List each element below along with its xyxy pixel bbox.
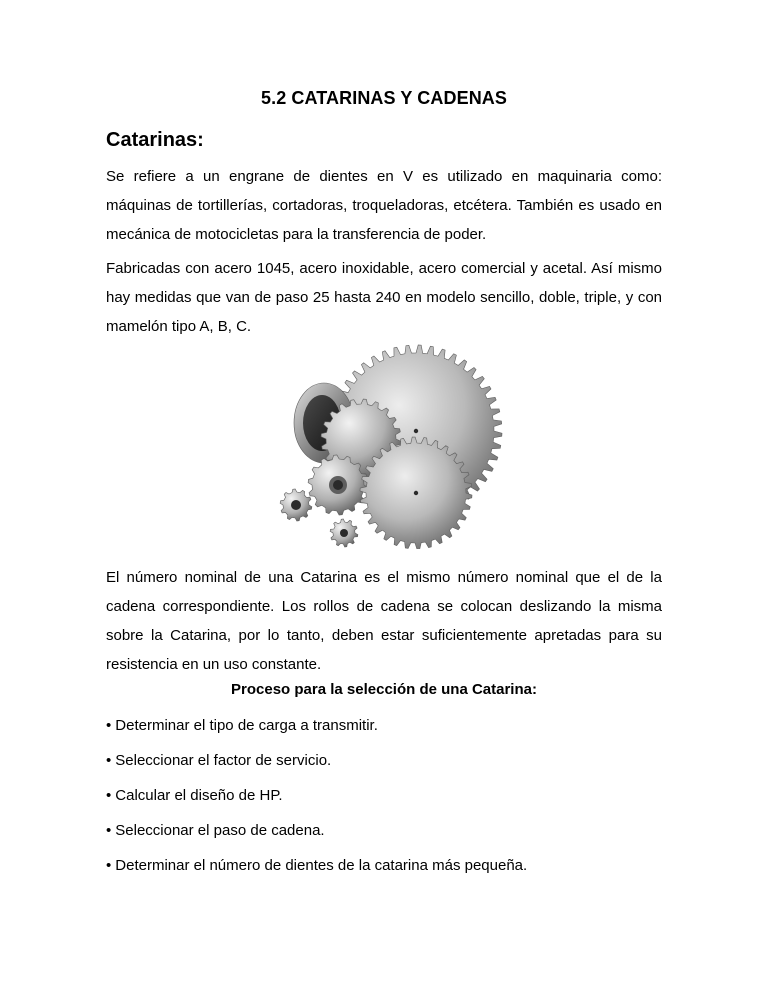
paragraph-nominal-number: El número nominal de una Catarina es el mismo número nominal que el de la cadena correspondiente. Los rollos de cadena se colocan deslizando la misma sobre la Catarina, por lo tanto, deben estar suficientemente apretadas para su resistencia en un uso constante. [106, 569, 662, 673]
bullet-icon: • [106, 752, 112, 769]
page-title: 5.2 CATARINAS Y CADENAS [260, 88, 507, 108]
list-item [106, 714, 662, 749]
list-item-text: Determinar el tipo de carga a transmitir. [115, 717, 378, 734]
large-sprocket-bore [414, 429, 418, 433]
bullet-icon: • [106, 822, 112, 839]
mini-sprocket-bore [340, 529, 348, 537]
list-item [106, 784, 662, 819]
list-item-text: Determinar el número de dientes de la catarina más pequeña. [115, 857, 528, 874]
tiny-sprocket-bore [291, 500, 301, 510]
front-sprocket-bore [414, 491, 418, 495]
list-item-text: Seleccionar el factor de servicio. [115, 752, 332, 769]
process-heading: Proceso para la selección de una Catarina: [231, 681, 537, 698]
sprockets-illustration [266, 343, 506, 549]
bullet-icon: • [106, 787, 112, 804]
bullet-icon: • [106, 717, 112, 734]
list-item-text: Seleccionar el paso de cadena. [115, 822, 325, 839]
sprockets-image [266, 343, 506, 549]
paragraph-materials: Fabricadas con acero 1045, acero inoxidable, acero comercial y acetal. Así mismo hay medidas que van de paso 25 hasta 240 en modelo sencillo, doble, triple, y con mamelón tipo A, B, C. [106, 260, 662, 335]
small-sprocket-bore [333, 480, 343, 490]
process-steps-list [106, 714, 662, 889]
list-item [106, 819, 662, 854]
paragraph-definition: Se refiere a un engrane de dientes en V es utilizado en maquinaria como: máquinas de tortillerías, cortadoras, troqueladoras, etcétera. También es usado en mecánica de motocicletas para la transferencia de poder. [106, 168, 662, 243]
bullet-icon: • [106, 857, 112, 874]
section-subtitle: Catarinas: [106, 129, 204, 151]
list-item [106, 854, 662, 889]
list-item-text: Calcular el diseño de HP. [115, 787, 283, 804]
list-item [106, 749, 662, 784]
